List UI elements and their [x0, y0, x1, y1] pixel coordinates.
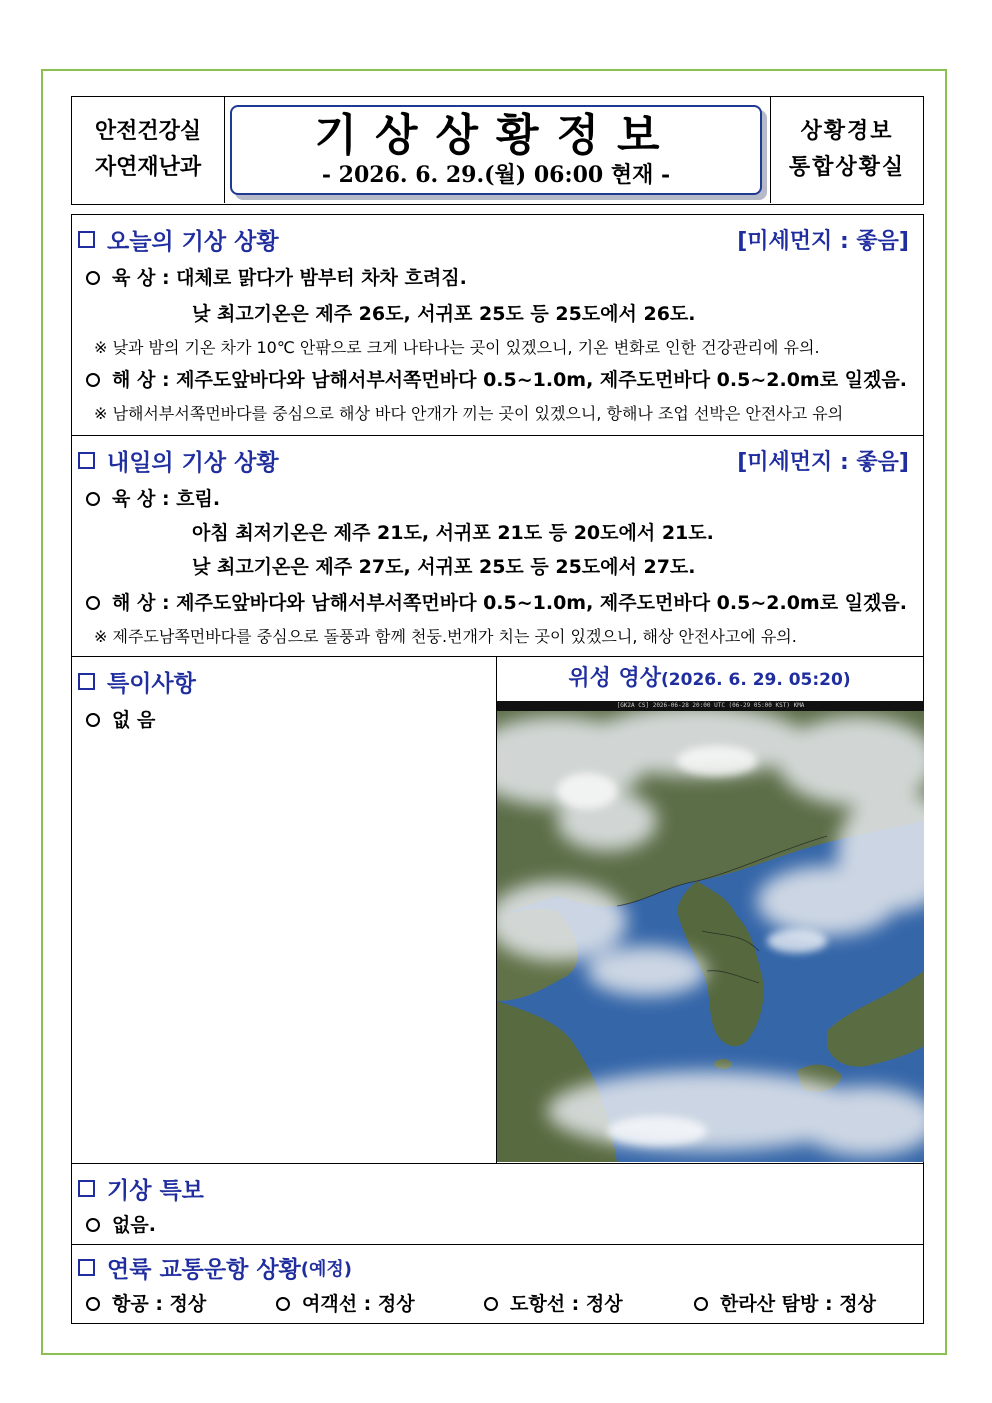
today-land-line [86, 263, 467, 290]
today-land-forecast: 대체로 맑다가 밤부터 차차 흐려짐. [176, 267, 467, 289]
today-section [71, 214, 924, 436]
warning-item-text: 없음. [112, 1214, 156, 1236]
report-date: - 2026. 6. 29.(월) 06:00 현재 - [321, 162, 671, 188]
traffic-section [71, 1244, 924, 1324]
warning-item [86, 1210, 156, 1237]
today-sea-line [86, 365, 907, 392]
checkbox-square-icon [78, 1180, 95, 1197]
department-line-1: 안전건강실 [94, 119, 202, 144]
circle-bullet-icon [86, 492, 100, 506]
today-land-temp: 낮 최고기온은 제주 26도, 서귀포 25도 등 25도에서 26도. [192, 303, 696, 325]
traffic-title-text: 연륙 교통운항 상황 [107, 1257, 301, 1283]
circle-bullet-icon [694, 1297, 708, 1311]
today-fine-dust: [미세먼지 : 좋음] [737, 229, 909, 254]
tomorrow-title-text: 내일의 기상 상황 [107, 450, 279, 476]
traffic-title [78, 1251, 352, 1284]
traffic-item-air [86, 1289, 206, 1316]
checkbox-square-icon [78, 231, 95, 248]
tomorrow-section [71, 435, 924, 657]
tomorrow-title [78, 444, 279, 477]
today-land-label: 육 상 : [112, 267, 170, 289]
tomorrow-land-forecast: 흐림. [176, 488, 221, 510]
tomorrow-sea-line [86, 588, 907, 615]
office-line-2: 통합상황실 [788, 155, 906, 180]
today-sea-label: 해 상 : [112, 369, 170, 391]
traffic-hallasan-text: 한라산 탐방 : 정상 [720, 1293, 876, 1315]
today-note-temperature: ※ 낮과 밤의 기온 차가 10℃ 안팎으로 크게 나타나는 곳이 있겠으니, 기온 변화로 인한 건강관리에 유의. [94, 338, 820, 357]
satellite-title-text: 위성 영상 [568, 666, 662, 691]
tomorrow-sea-forecast: 제주도앞바다와 남해서부서쪽먼바다 0.5~1.0m, 제주도먼바다 0.5~2.0m로 일겠음. [176, 592, 907, 614]
tomorrow-fine-dust: [미세먼지 : 좋음] [737, 450, 909, 475]
special-title [78, 665, 196, 698]
tomorrow-day-temp: 낮 최고기온은 제주 27도, 서귀포 25도 등 25도에서 27도. [192, 556, 696, 578]
title-box [230, 105, 762, 195]
traffic-air-text: 항공 : 정상 [112, 1293, 207, 1315]
report-title: 기상상황정보 [314, 110, 678, 161]
circle-bullet-icon [86, 713, 100, 727]
traffic-item-island-ferry [484, 1289, 623, 1316]
today-sea-forecast: 제주도앞바다와 남해서부서쪽먼바다 0.5~1.0m, 제주도먼바다 0.5~2.0m로 일겠음. [176, 369, 907, 391]
traffic-item-hallasan [694, 1289, 876, 1316]
department-label [72, 97, 225, 203]
circle-bullet-icon [86, 271, 100, 285]
special-satellite-section [71, 656, 924, 1164]
satellite-map-graphic [497, 701, 924, 1162]
warning-title-text: 기상 특보 [107, 1178, 204, 1204]
circle-bullet-icon [484, 1297, 498, 1311]
circle-bullet-icon [86, 596, 100, 610]
warning-title [78, 1172, 204, 1205]
satellite-title [496, 657, 923, 701]
traffic-ferry-text: 여객선 : 정상 [302, 1293, 415, 1315]
satellite-caption: [GK2A CS] 2026-06-28 20:00 UTC (06-29 05:00 KST) KMA [497, 701, 924, 711]
tomorrow-land-line [86, 484, 220, 511]
today-note-fog: ※ 남해서부서쪽먼바다를 중심으로 해상 바다 안개가 끼는 곳이 있겠으니, 항해나 조업 선박은 안전사고 유의 [94, 404, 844, 423]
satellite-time: (2026. 6. 29. 05:20) [661, 670, 851, 690]
tomorrow-sea-label: 해 상 : [112, 592, 170, 614]
tomorrow-morning-temp: 아침 최저기온은 제주 21도, 서귀포 21도 등 20도에서 21도. [192, 522, 714, 544]
traffic-island-ferry-text: 도항선 : 정상 [510, 1293, 623, 1315]
tomorrow-note-thunder: ※ 제주도남쪽먼바다를 중심으로 돌풍과 함께 천둥.번개가 치는 곳이 있겠으니, 해상 안전사고에 유의. [94, 627, 797, 646]
office-label [770, 97, 923, 203]
today-title-text: 오늘의 기상 상황 [107, 229, 279, 255]
special-title-text: 특이사항 [107, 671, 196, 697]
office-line-1: 상황경보 [800, 119, 894, 144]
tomorrow-land-label: 육 상 : [112, 488, 170, 510]
special-item [86, 705, 155, 732]
special-notes-panel [72, 657, 497, 1163]
satellite-image [497, 701, 924, 1162]
circle-bullet-icon [86, 1297, 100, 1311]
special-item-text: 없 음 [112, 709, 156, 731]
checkbox-square-icon [78, 452, 95, 469]
circle-bullet-icon [86, 373, 100, 387]
checkbox-square-icon [78, 673, 95, 690]
circle-bullet-icon [276, 1297, 290, 1311]
department-line-2: 자연재난과 [94, 155, 202, 180]
traffic-item-ferry [276, 1289, 415, 1316]
warning-section [71, 1163, 924, 1245]
today-title [78, 223, 279, 256]
traffic-title-suffix: (예정) [300, 1258, 352, 1280]
circle-bullet-icon [86, 1218, 100, 1232]
report-header [71, 96, 924, 205]
checkbox-square-icon [78, 1259, 95, 1276]
